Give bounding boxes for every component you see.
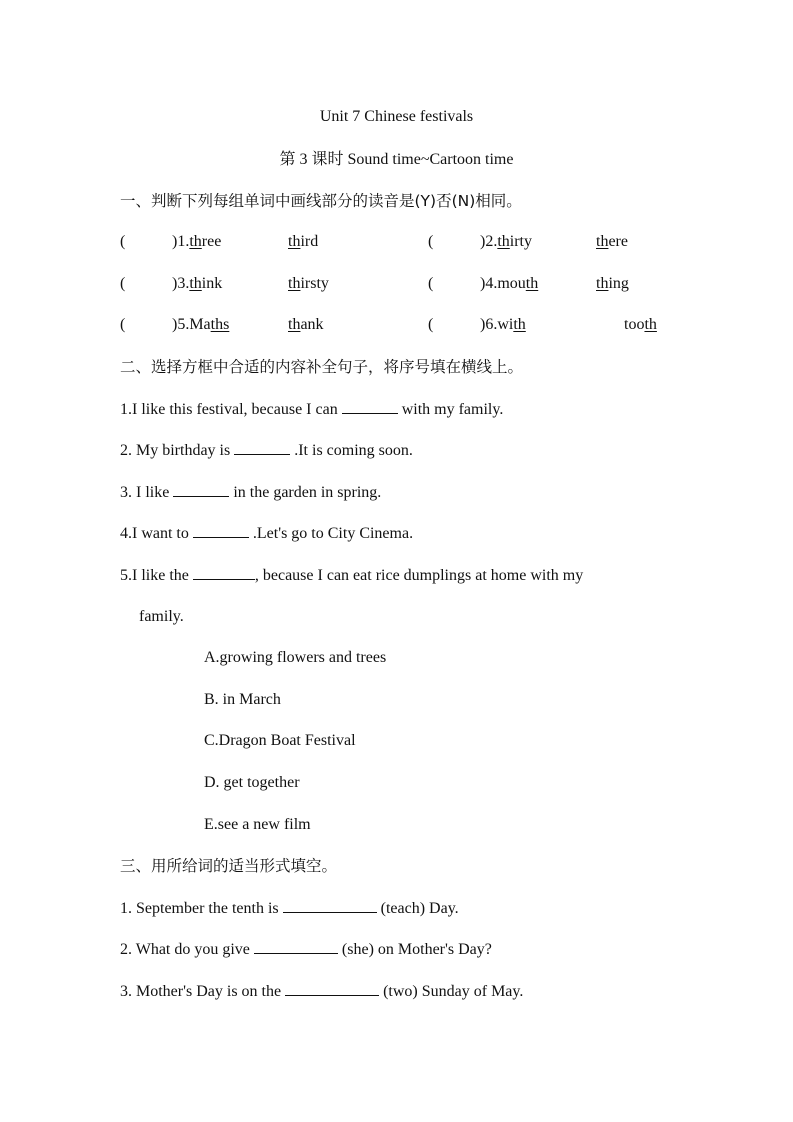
answer-blank[interactable]: [254, 939, 338, 954]
item-3-word-2: thirsty: [288, 275, 329, 292]
page-title: Unit 7 Chinese festivals: [319, 108, 474, 125]
sentence-2: 2. My birthday is .It is coming soon.: [120, 442, 413, 459]
fill-sentence-3: 3. Mother's Day is on the (two) Sunday of May.: [120, 983, 524, 1000]
item-5-word-2: thank: [288, 316, 324, 333]
item-2-word-2: there: [596, 233, 628, 250]
paren-open: (: [120, 316, 126, 333]
section3-heading: 三、用所给词的适当形式填空。: [120, 857, 338, 875]
answer-blank[interactable]: [285, 981, 379, 996]
item-5-word-1: )5.Maths: [172, 316, 230, 333]
sentence-5: 5.I like the , because I can eat rice dumplings at home with my: [120, 567, 584, 584]
sentence-4: 4.I want to .Let's go to City Cinema.: [120, 525, 414, 542]
option-a: A.growing flowers and trees: [204, 649, 387, 666]
sentence-3: 3. I like in the garden in spring.: [120, 484, 382, 501]
answer-blank[interactable]: [283, 898, 377, 913]
option-b: B. in March: [204, 691, 281, 708]
fill-sentence-2: 2. What do you give (she) on Mother's Day?: [120, 941, 492, 958]
item-1-word-2: third: [288, 233, 319, 250]
item-3-word-1: )3.think: [172, 275, 223, 292]
answer-blank[interactable]: [193, 565, 255, 580]
paren-open: (: [120, 233, 126, 250]
paren-open: (: [428, 233, 434, 250]
item-1-word-1: )1.three: [172, 233, 222, 250]
answer-blank[interactable]: [173, 482, 229, 497]
answer-blank[interactable]: [193, 523, 249, 538]
sentence-1: 1.I like this festival, because I can with my family.: [120, 401, 504, 418]
item-6-word-1: )6.with: [480, 316, 526, 333]
item-2-word-1: )2.thirty: [480, 233, 532, 250]
answer-blank[interactable]: [342, 399, 398, 414]
item-4-word-2: thing: [596, 275, 629, 292]
paren-open: (: [428, 275, 434, 292]
item-6-word-2: tooth: [624, 316, 657, 333]
answer-blank[interactable]: [234, 440, 290, 455]
option-d: D. get together: [204, 774, 300, 791]
sentence-5-continuation: family.: [139, 608, 184, 625]
section2-heading: 二、选择方框中合适的内容补全句子，将序号填在横线上。: [120, 358, 524, 376]
fill-sentence-1: 1. September the tenth is (teach) Day.: [120, 900, 459, 917]
option-c: C.Dragon Boat Festival: [204, 732, 356, 749]
section1-heading: 一、判断下列每组单词中画线部分的读音是(Y)否(N)相同。: [120, 192, 522, 210]
page-subtitle: 第 3 课时 Sound time~Cartoon time: [279, 151, 514, 168]
option-e: E.see a new film: [204, 816, 311, 833]
paren-open: (: [428, 316, 434, 333]
item-4-word-1: )4.mouth: [480, 275, 539, 292]
paren-open: (: [120, 275, 126, 292]
